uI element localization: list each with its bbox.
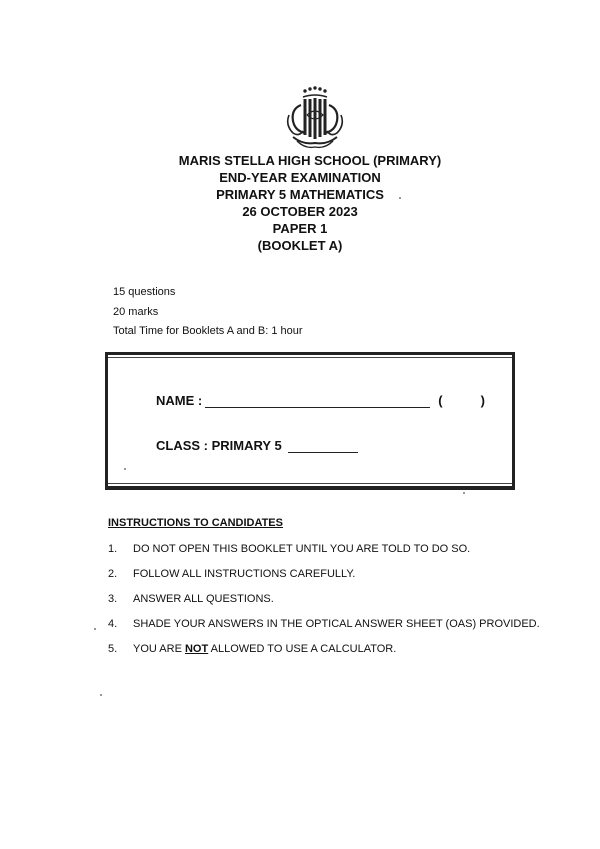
instruction-number: 3. (108, 593, 118, 605)
scan-speck (399, 197, 401, 199)
class-field[interactable] (288, 440, 358, 453)
candidate-details-box (105, 352, 515, 490)
scan-speck (94, 628, 96, 630)
instruction-text: DO NOT OPEN THIS BOOKLET UNTIL YOU ARE TOLD TO DO SO. (133, 543, 471, 555)
name-label: NAME : (156, 393, 203, 408)
instruction-item (108, 612, 568, 637)
question-count: 15 questions (113, 286, 176, 298)
exam-meta (113, 283, 303, 342)
exam-date: 26 OCTOBER 2023 (242, 204, 358, 219)
instruction-number: 4. (108, 618, 118, 630)
subject-title: PRIMARY 5 MATHEMATICS (216, 187, 384, 202)
booklet-label: (BOOKLET A) (257, 238, 343, 253)
instruction-text: ANSWER ALL QUESTIONS. (133, 593, 274, 605)
instruction-text-after: ALLOWED TO USE A CALCULATOR. (210, 643, 397, 655)
instructions-title: INSTRUCTIONS TO CANDIDATES (108, 517, 283, 529)
school-crest-logo (283, 85, 347, 151)
index-paren-open: ( (438, 393, 443, 408)
instruction-text-before: YOU ARE (133, 643, 182, 655)
instruction-text: SHADE YOUR ANSWERS IN THE OPTICAL ANSWER SHEET (OAS) PROVIDED. (133, 618, 540, 630)
instruction-number: 2. (108, 568, 118, 580)
school-name: MARIS STELLA HIGH SCHOOL (PRIMARY) (178, 153, 442, 168)
exam-title: END-YEAR EXAMINATION (219, 170, 381, 185)
paper-number: PAPER 1 (272, 221, 328, 236)
instruction-item (108, 637, 568, 662)
instruction-item (108, 587, 568, 612)
instruction-number: 1. (108, 543, 118, 555)
name-row (156, 393, 485, 408)
index-paren-close: ) (480, 393, 485, 408)
total-time: Total Time for Booklets A and B: 1 hour (113, 325, 303, 337)
instruction-text: FOLLOW ALL INSTRUCTIONS CAREFULLY. (133, 568, 356, 580)
scan-speck (100, 694, 102, 696)
class-label: CLASS : PRIMARY 5 (156, 438, 282, 453)
instruction-emphasis: NOT (184, 643, 209, 655)
instructions-section (108, 515, 568, 662)
instruction-text (133, 637, 396, 662)
scan-speck (463, 492, 465, 494)
name-field[interactable] (205, 395, 430, 408)
class-row (156, 438, 358, 453)
instruction-item (108, 562, 568, 587)
scan-speck (124, 468, 126, 470)
instruction-number: 5. (108, 643, 118, 655)
total-marks: 20 marks (113, 305, 159, 318)
exam-header (0, 152, 600, 254)
instruction-item (108, 537, 568, 562)
